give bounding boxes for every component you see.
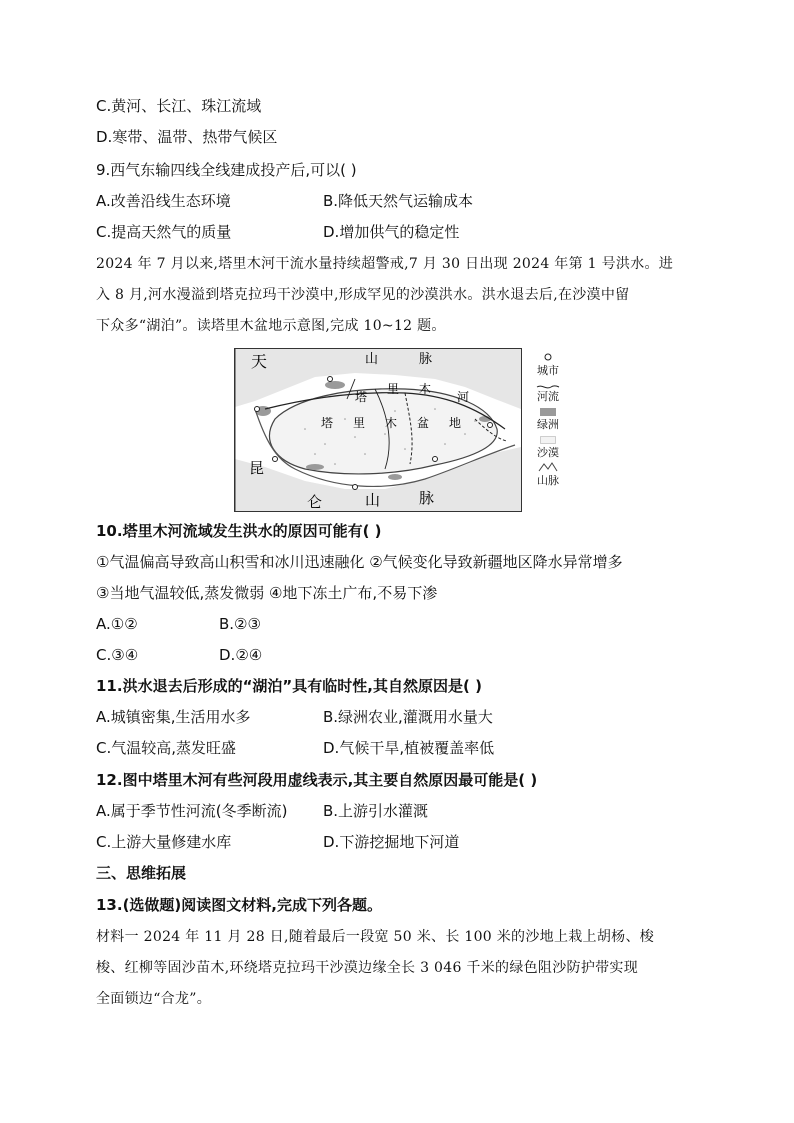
q8-option-d: D.寒带、温带、热带气候区	[96, 128, 278, 146]
q9-option-c: C.提高天然气的质量	[96, 223, 232, 241]
map-legend	[528, 352, 568, 512]
q12-option-a: A.属于季节性河流(冬季断流)	[96, 802, 288, 820]
q13-material-line-2: 梭、红柳等固沙苗木,环绕塔克拉玛干沙漠边缘全长 3 046 千米的绿色阻沙防护带实现	[96, 960, 639, 976]
map-label-li: 里	[387, 382, 400, 396]
legend-river-label: 河流	[537, 390, 559, 403]
map-label-ta: 塔	[355, 390, 368, 404]
q9-option-b: B.降低天然气运输成本	[323, 192, 474, 210]
map-label-shan2: 山	[365, 491, 381, 509]
tarim-basin-map	[234, 348, 522, 512]
map-label-kun: 昆	[249, 459, 265, 477]
q10-statement-1-2: ①气温偏高导致高山积雪和冰川迅速融化 ②气候变化导致新疆地区降水异常增多	[96, 553, 623, 571]
q9-option-d: D.增加供气的稳定性	[323, 223, 460, 241]
q13-material-line-1: 材料一 2024 年 11 月 28 日,随着最后一段宽 50 米、长 100 米的沙地上栽上胡杨、梭	[96, 929, 655, 945]
map-label-di: 地	[449, 416, 462, 430]
legend-oasis-label: 绿洲	[537, 418, 559, 431]
q10-stem: 10.塔里木河流域发生洪水的原因可能有( )	[96, 522, 382, 540]
q10-option-a: A.①②	[96, 615, 138, 633]
map-label-pen: 盆	[417, 416, 430, 430]
passage-line-2: 入 8 月,河水漫溢到塔克拉玛干沙漠中,形成罕见的沙漠洪水。洪水退去后,在沙漠中留	[96, 287, 630, 303]
q11-stem: 11.洪水退去后形成的“湖泊”具有临时性,其自然原因是( )	[96, 677, 482, 695]
map-label-li2: 里	[353, 416, 366, 430]
q10-option-b: B.②③	[219, 615, 261, 633]
map-label-tian: 天	[251, 352, 268, 371]
q9-option-a: A.改善沿线生态环境	[96, 192, 231, 210]
map-label-ta2: 塔	[321, 416, 334, 430]
map-label-shan1: 山	[365, 352, 379, 367]
q11-option-b: B.绿洲农业,灌溉用水量大	[323, 708, 493, 726]
q12-option-c: C.上游大量修建水库	[96, 833, 232, 851]
q11-option-d: D.气候干旱,植被覆盖率低	[323, 739, 495, 757]
legend-city-label: 城市	[537, 364, 559, 377]
q13-stem: 13.(选做题)阅读图文材料,完成下列各题。	[96, 896, 382, 914]
map-drawing	[235, 349, 521, 511]
q8-option-c: C.黄河、长江、珠江流域	[96, 97, 262, 115]
q12-option-d: D.下游挖掘地下河道	[323, 833, 460, 851]
passage-line-3: 下众多“湖泊”。读塔里木盆地示意图,完成 10~12 题。	[96, 318, 446, 334]
q10-option-c: C.③④	[96, 646, 139, 664]
q10-option-d: D.②④	[219, 646, 263, 664]
q12-option-b: B.上游引水灌溉	[323, 802, 429, 820]
map-label-mai2: 脉	[419, 489, 435, 507]
map-label-he: 河	[457, 390, 470, 404]
map-label-lun: 仑	[307, 493, 323, 511]
section-heading: 三、思维拓展	[96, 864, 187, 882]
map-label-mai1: 脉	[419, 352, 433, 367]
q10-statement-3-4: ③当地气温较低,蒸发微弱 ④地下冻土广布,不易下渗	[96, 584, 438, 602]
legend-desert-label: 沙漠	[537, 446, 559, 459]
q11-option-c: C.气温较高,蒸发旺盛	[96, 739, 237, 757]
map-label-mu2: 木	[385, 416, 398, 430]
map-label-mu: 木	[419, 382, 432, 396]
q9-stem: 9.西气东输四线全线建成投产后,可以( )	[96, 161, 357, 179]
q11-option-a: A.城镇密集,生活用水多	[96, 708, 251, 726]
q12-stem: 12.图中塔里木河有些河段用虚线表示,其主要自然原因最可能是( )	[96, 771, 538, 789]
q13-material-line-3: 全面锁边“合龙”。	[96, 991, 212, 1007]
passage-line-1: 2024 年 7 月以来,塔里木河干流水量持续超警戒,7 月 30 日出现 2024 年第 1 号洪水。进	[96, 256, 674, 272]
legend-mountain-label: 山脉	[537, 474, 559, 487]
